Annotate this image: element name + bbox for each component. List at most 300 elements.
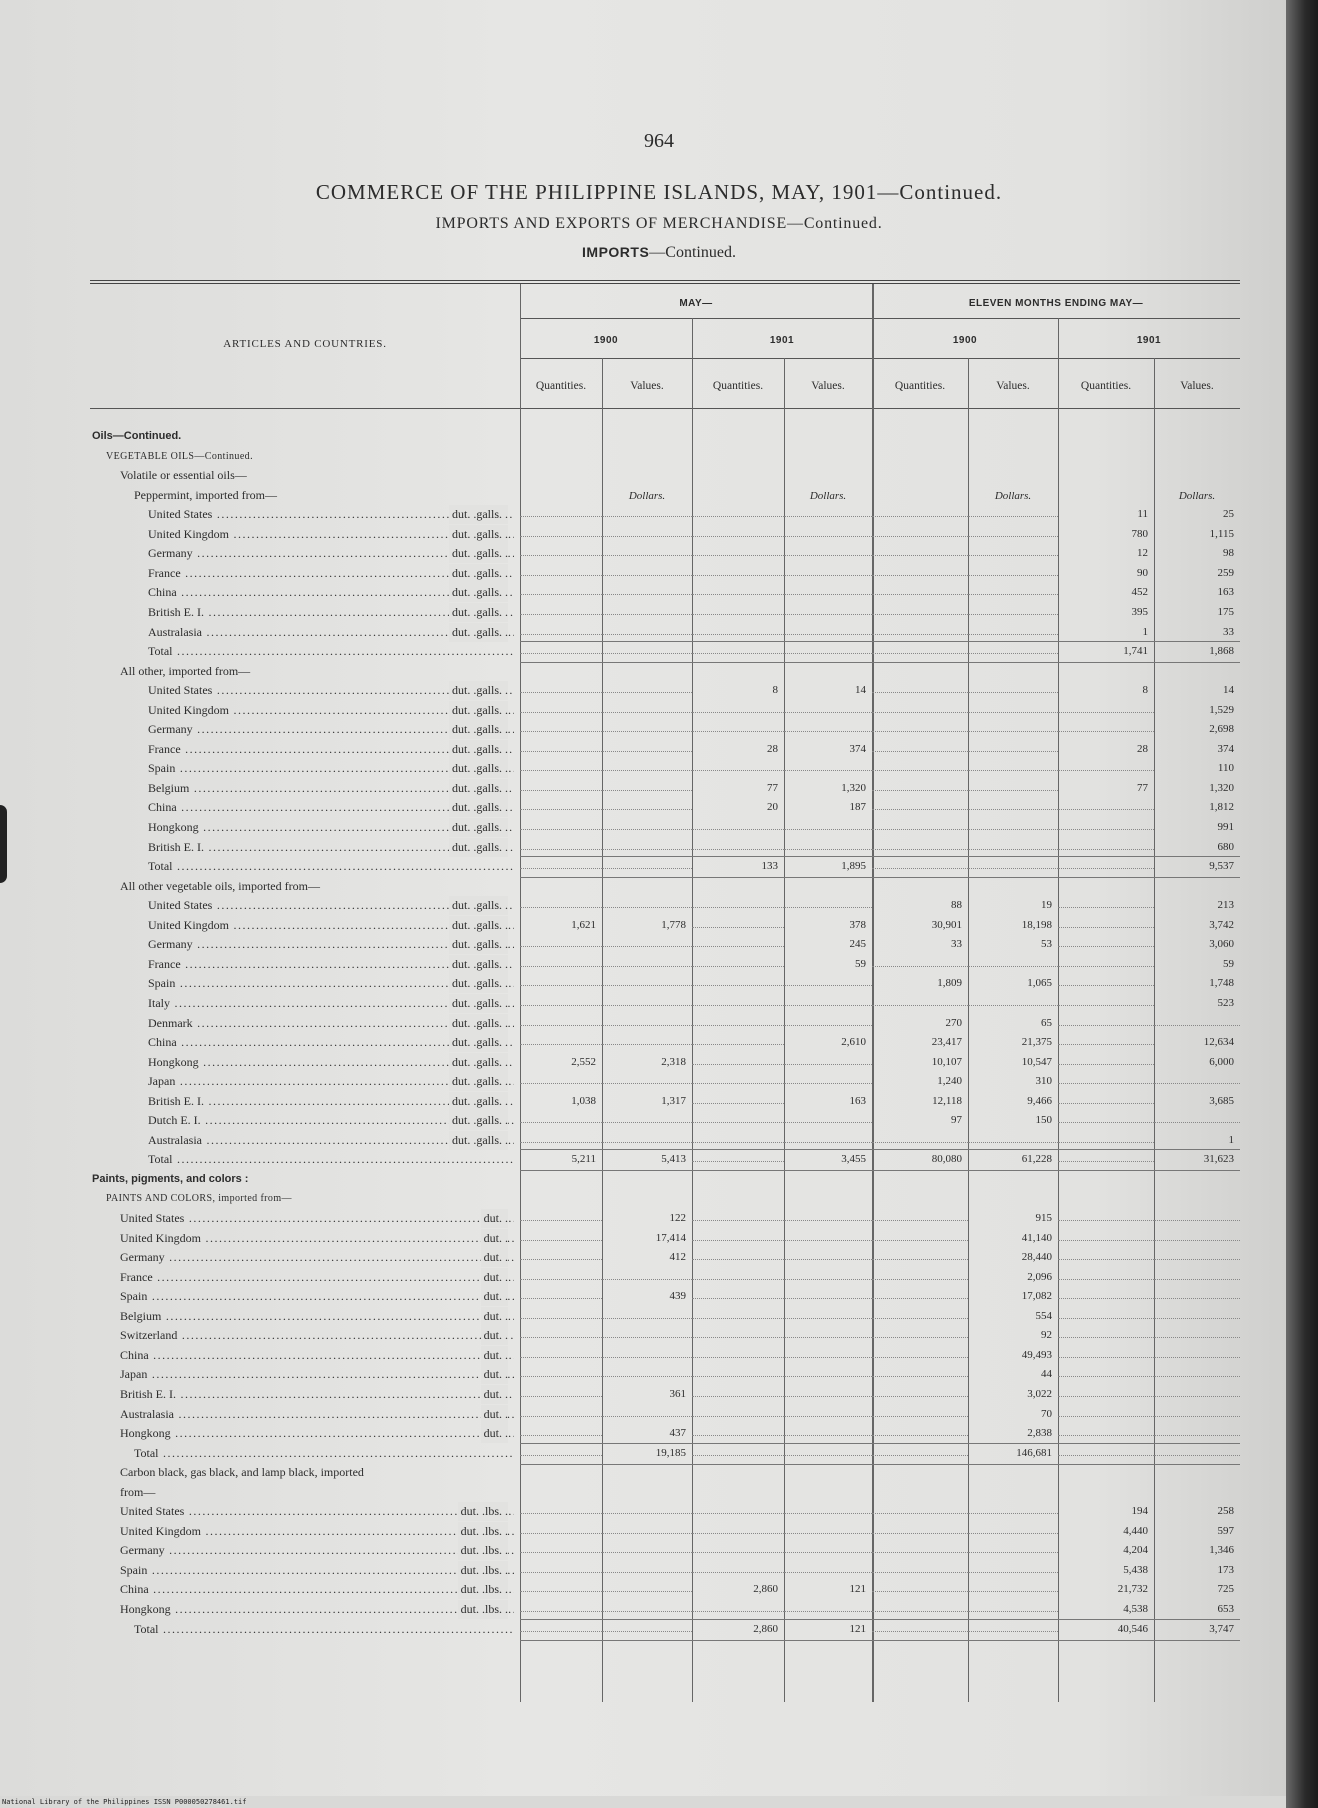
empty-cell [968,798,1058,810]
value-cell: 2,610 [841,1036,866,1049]
value-cell: 395 [1131,605,1148,618]
empty-cell [602,1561,692,1573]
value-cell: 780 [1131,527,1148,540]
row-label-text: Hongkong ..... [148,820,514,834]
row-label-text: Germany ..... [120,1543,514,1557]
value-cell: 10,107 [931,1055,962,1068]
empty-cell [784,1600,872,1612]
table-row [90,818,1240,837]
empty-cell [602,720,692,732]
table-row [90,583,1240,602]
value-cell: 10,547 [1021,1055,1052,1068]
empty-cell [692,896,784,908]
empty-cell [1058,896,1154,908]
row-label-text: Total ..... [148,859,514,873]
row-unit: dut. .galls. . [449,779,508,798]
table-total-row [90,1444,1240,1463]
empty-cell [520,1365,602,1377]
value-cell: 23,417 [931,1036,962,1049]
row-unit: dut. .lbs. . [458,1561,508,1580]
value-cell: 173 [1217,1563,1234,1576]
empty-cell [520,896,602,908]
value-cell: 30,901 [931,918,962,931]
empty-cell [520,1033,602,1045]
year-header: 1900 [593,335,619,346]
row-unit: dut. .galls. . [449,603,508,622]
empty-cell [968,857,1058,869]
value-cell: 725 [1217,1583,1234,1596]
row-label [90,427,514,446]
value-cell: 163 [849,1094,866,1107]
empty-cell [968,1541,1058,1553]
empty-cell [968,1131,1058,1143]
empty-cell [872,857,968,869]
empty-cell [692,603,784,615]
empty-cell [602,623,692,635]
value-cell: 1,317 [661,1094,686,1107]
row-unit: dut. .galls. . [449,1014,508,1033]
empty-cell [692,1600,784,1612]
value-cell: 1,346 [1209,1544,1234,1557]
value-cell: 28,440 [1021,1251,1052,1264]
row-label [90,1326,514,1345]
empty-cell [872,1580,968,1592]
row-label-text: British E. I. ..... [148,605,514,619]
empty-cell [872,544,968,556]
value-cell: 439 [669,1290,686,1303]
empty-cell [520,798,602,810]
row-label-text: Japan ..... [148,1074,514,1088]
value-cell: 2,838 [1027,1427,1052,1440]
row-label-text: France ..... [148,957,514,971]
value-cell: 21,732 [1117,1583,1148,1596]
values-header: Values. [1180,380,1214,392]
empty-cell [602,857,692,869]
table-row [90,740,1240,759]
value-cell: 14 [855,684,866,697]
row-label [90,759,514,778]
empty-cell [872,525,968,537]
empty-cell [520,1424,602,1436]
empty-cell [968,838,1058,850]
empty-cell [872,1561,968,1573]
row-label [90,603,514,622]
row-unit: dut. .galls. . [449,720,508,739]
values-header: Values. [630,380,664,392]
row-label-text: United States ..... [148,507,514,521]
row-label-text: Paints, pigments, and colors : [92,1172,249,1185]
value-cell: 310 [1035,1075,1052,1088]
empty-cell [602,759,692,771]
value-cell: 9,466 [1027,1094,1052,1107]
empty-cell [872,1424,968,1436]
total-rule [520,856,1240,857]
row-label-text: Carbon black, gas black, and lamp black, imported [120,1465,364,1480]
table-total-row [90,1620,1240,1639]
value-cell: 121 [849,1622,866,1635]
empty-cell [784,583,872,595]
empty-cell [602,1033,692,1045]
section-heading-bold: IMPORTS [582,244,650,260]
empty-cell [1154,1229,1240,1241]
empty-cell [1154,1385,1240,1397]
row-label-text: Denmark ..... [148,1016,514,1030]
table-row [90,1561,1240,1580]
row-unit: dut. .galls. . [449,974,508,993]
table-row [90,447,1240,466]
empty-cell [1058,720,1154,732]
row-label-text: Japan ..... [120,1367,514,1381]
value-cell: 6,000 [1209,1055,1234,1068]
empty-cell [602,1072,692,1084]
dollars-unit-label: Dollars. [809,489,847,502]
empty-cell [520,759,602,771]
empty-cell [692,818,784,830]
empty-cell [602,564,692,576]
row-unit: dut. . [481,1287,508,1306]
table-row [90,1170,1240,1189]
row-label-text: Total ..... [148,644,514,658]
value-cell: 77 [1137,781,1148,794]
row-label [90,1229,514,1248]
row-label-text: Italy ..... [148,996,514,1010]
row-unit: dut. . [481,1209,508,1228]
empty-cell [602,1580,692,1592]
empty-cell [602,1502,692,1514]
table-row [90,935,1240,954]
empty-cell [692,1072,784,1084]
value-cell: 20 [767,801,778,814]
empty-cell [520,1561,602,1573]
value-cell: 1,748 [1209,977,1234,990]
empty-cell [602,1307,692,1319]
value-cell: 5,211 [571,1153,596,1166]
empty-cell [602,1405,692,1417]
empty-cell [1154,1307,1240,1319]
row-unit: dut. .galls. . [449,583,508,602]
empty-cell [692,759,784,771]
empty-cell [1058,1072,1154,1084]
empty-cell [602,779,692,791]
empty-cell [1058,955,1154,967]
table-total-row [90,857,1240,876]
empty-cell [1058,1346,1154,1358]
row-label [90,583,514,602]
empty-cell [602,935,692,947]
empty-cell [1058,701,1154,713]
row-unit: dut. .galls. . [449,1072,508,1091]
row-label-text: Dutch E. I. ..... [148,1113,514,1127]
value-cell: 1,115 [1209,527,1234,540]
empty-cell [1154,1072,1240,1084]
row-label-text: Germany ..... [148,546,514,560]
empty-cell [692,1014,784,1026]
row-unit: dut. .galls. . [449,505,508,524]
value-cell: 17,414 [655,1231,686,1244]
row-label [90,1620,514,1639]
empty-cell [520,505,602,517]
empty-cell [692,974,784,986]
empty-cell [602,525,692,537]
row-unit: dut. .lbs. . [458,1522,508,1541]
row-unit: dut. . [481,1307,508,1326]
empty-cell [602,681,692,693]
value-cell: 19 [1041,899,1052,912]
row-label [90,1580,514,1599]
row-label-text: United Kingdom ..... [148,703,514,717]
value-cell: 1,741 [1123,645,1148,658]
row-unit: dut. .galls. . [449,1111,508,1130]
row-unit: dut. .galls. . [449,1092,508,1111]
value-cell: 146,681 [1016,1446,1052,1459]
row-unit: dut. .galls. . [449,955,508,974]
row-label-text: Belgium ..... [120,1309,514,1323]
row-unit: dut. .galls. . [449,1131,508,1150]
empty-cell [520,1326,602,1338]
row-unit: dut. . [481,1248,508,1267]
empty-cell [602,544,692,556]
empty-cell [784,1424,872,1436]
empty-cell [602,838,692,850]
empty-cell [1058,1248,1154,1260]
table-row [90,896,1240,915]
table-row [90,564,1240,583]
row-label [90,1385,514,1404]
empty-cell [602,1522,692,1534]
row-label-text: United Kingdom ..... [148,527,514,541]
empty-cell [602,1268,692,1280]
empty-cell [520,1111,602,1123]
empty-cell [1058,1229,1154,1241]
value-cell: 44 [1041,1368,1052,1381]
row-label-text: United States ..... [148,898,514,912]
row-label [90,740,514,759]
row-label-text: Spain ..... [148,976,514,990]
table-row [90,759,1240,778]
empty-cell [872,1326,968,1338]
empty-cell [602,740,692,752]
table-row [90,1053,1240,1072]
value-cell: 2,698 [1209,723,1234,736]
value-cell: 21,375 [1021,1036,1052,1049]
empty-cell [968,955,1058,967]
value-cell: 4,538 [1123,1603,1148,1615]
articles-header: ARTICLES AND COUNTRIES. [223,338,387,350]
empty-cell [1154,1268,1240,1280]
table-row [90,779,1240,798]
value-cell: 8 [1142,684,1148,697]
value-cell: 2,552 [571,1055,596,1068]
value-cell: 361 [669,1387,686,1400]
empty-cell [692,720,784,732]
empty-cell [1154,1326,1240,1338]
row-label [90,1600,514,1619]
empty-cell [520,564,602,576]
value-cell: 245 [849,938,866,951]
row-label-text: United Kingdom ..... [120,1524,514,1538]
row-label-text: Oils—Continued. [92,430,182,442]
row-label-text: China ..... [148,585,514,599]
value-cell: 1,065 [1027,977,1052,990]
row-unit: dut. .galls. . [449,759,508,778]
row-label-text: United States ..... [120,1211,514,1225]
value-cell: 1,809 [937,977,962,990]
empty-cell [692,544,784,556]
value-cell: 19,185 [655,1446,686,1459]
table-row [90,1131,1240,1150]
row-label [90,1209,514,1228]
row-label-text: Hongkong ..... [148,1055,514,1069]
value-cell: 680 [1217,840,1234,853]
row-label-text: China ..... [120,1582,514,1596]
empty-cell [784,1326,872,1338]
row-label-text: Spain ..... [120,1563,514,1577]
value-cell: 88 [951,899,962,912]
table-row [90,701,1240,720]
row-label-text: Hongkong ..... [120,1426,514,1440]
empty-cell [968,818,1058,830]
empty-cell [602,1326,692,1338]
empty-cell [872,740,968,752]
empty-cell [520,857,602,869]
row-label [90,544,514,563]
empty-cell [872,1229,968,1241]
row-label [90,955,514,974]
empty-cell [520,1014,602,1026]
value-cell: 77 [767,781,778,794]
empty-cell [784,818,872,830]
may-header: MAY— [679,298,713,309]
empty-cell [520,525,602,537]
value-cell: 991 [1217,821,1234,833]
row-unit: dut. .galls. . [449,818,508,837]
empty-cell [872,1620,968,1632]
value-cell: 53 [1041,938,1052,951]
empty-cell [968,623,1058,635]
value-cell: 3,022 [1027,1387,1052,1400]
empty-cell [692,1150,784,1162]
empty-cell [1058,1053,1154,1065]
empty-cell [968,1620,1058,1632]
value-cell: 12,634 [1203,1036,1234,1049]
total-rule [520,641,1240,642]
empty-cell [872,798,968,810]
empty-cell [1058,1131,1154,1143]
row-unit: dut. .galls. . [449,916,508,935]
row-label [90,1522,514,1541]
empty-cell [692,525,784,537]
empty-cell [1058,1033,1154,1045]
empty-cell [968,1522,1058,1534]
empty-cell [520,1287,602,1299]
row-unit: dut. .galls. . [449,701,508,720]
row-label-text: Hongkong ..... [120,1602,514,1616]
empty-cell [692,916,784,928]
empty-cell [692,1405,784,1417]
value-cell: 41,140 [1021,1231,1052,1244]
empty-cell [602,642,692,654]
row-label [90,623,514,642]
table-row [90,427,1240,446]
empty-cell [872,1541,968,1553]
row-unit: dut. .galls. . [449,623,508,642]
row-label [90,1053,514,1072]
empty-cell [520,994,602,1006]
empty-cell [1154,1111,1240,1123]
empty-cell [520,701,602,713]
value-cell: 378 [849,918,866,931]
total-rule [520,1640,1240,1641]
empty-cell [1058,1111,1154,1123]
value-cell: 554 [1035,1309,1052,1322]
value-cell: 150 [1035,1114,1052,1127]
empty-cell [872,701,968,713]
empty-cell [692,994,784,1006]
empty-cell [872,1385,968,1397]
value-cell: 653 [1217,1603,1234,1615]
empty-cell [872,720,968,732]
empty-cell [872,1444,968,1456]
row-label-text: Spain ..... [148,761,514,775]
empty-cell [1058,1405,1154,1417]
empty-cell [968,525,1058,537]
table-row [90,1463,1240,1482]
empty-cell [692,1365,784,1377]
row-label [90,1170,514,1189]
empty-cell [692,1131,784,1143]
table-row [90,1483,1240,1502]
empty-cell [784,1248,872,1260]
empty-cell [784,896,872,908]
table-row [90,1092,1240,1111]
table-row [90,1111,1240,1130]
table-row [90,1405,1240,1424]
year-header: 1901 [769,335,795,346]
table-row [90,1189,1240,1208]
row-label-text: United Kingdom ..... [148,918,514,932]
empty-cell [784,1561,872,1573]
value-cell: 5,413 [661,1153,686,1166]
value-cell: 1 [1228,1133,1234,1146]
table-row [90,466,1240,485]
row-unit: dut. . [481,1424,508,1443]
row-unit: dut. .galls. . [449,740,508,759]
row-label [90,486,514,505]
row-unit: dut. . [481,1229,508,1248]
row-label [90,662,514,681]
table-row [90,1033,1240,1052]
value-cell: 80,080 [931,1153,962,1166]
row-label [90,1463,514,1482]
empty-cell [1154,1014,1240,1026]
empty-cell [784,1522,872,1534]
empty-cell [520,1522,602,1534]
table-row [90,1209,1240,1228]
value-cell: 28 [767,742,778,755]
empty-cell [692,564,784,576]
table-row [90,1268,1240,1287]
row-label [90,1268,514,1287]
row-label [90,1150,514,1169]
empty-cell [602,1541,692,1553]
empty-cell [968,779,1058,791]
empty-cell [692,1385,784,1397]
row-label [90,1405,514,1424]
empty-cell [692,623,784,635]
row-label-text: Germany ..... [120,1250,514,1264]
empty-cell [692,1346,784,1358]
empty-cell [1058,1209,1154,1221]
